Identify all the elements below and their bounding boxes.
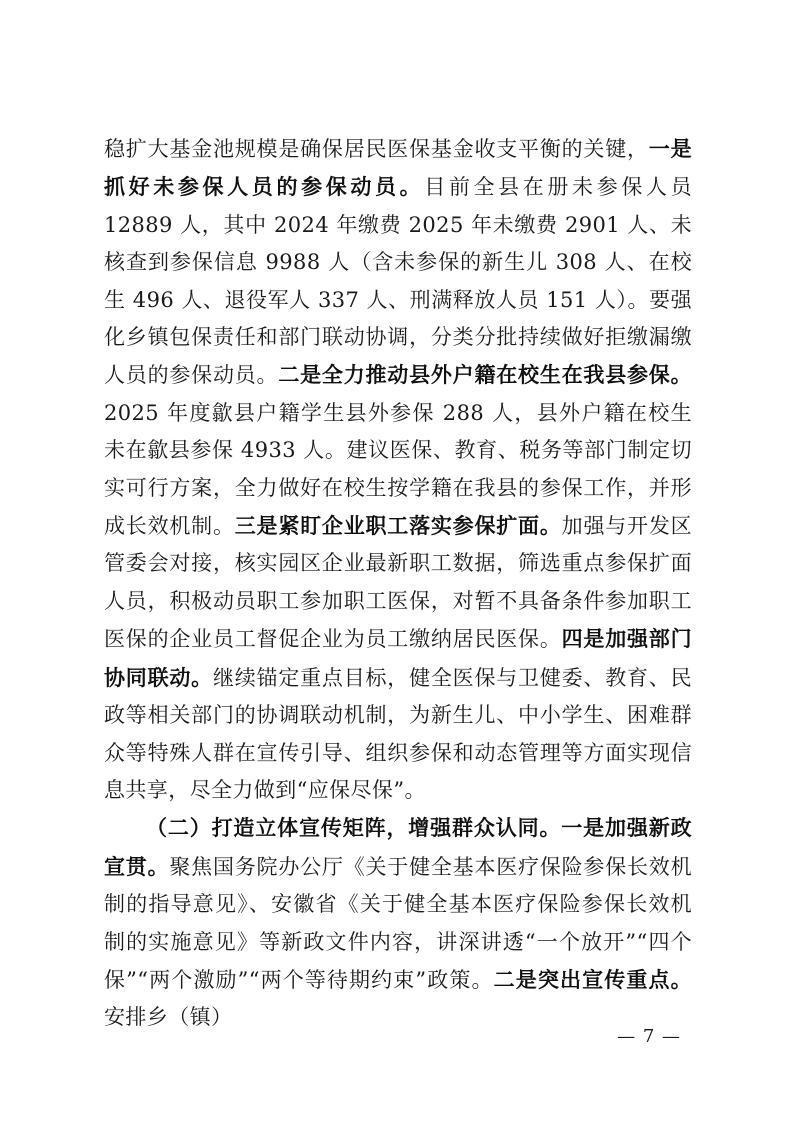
text-run: 加强与开发区管委会对接，核实园区企业最新职工数据，筛选重点参保扩面人员，积极动员职工参加职工医保，对暂不具备条件参加职工医保的企业员工督促企业为员工缴纳居民医保。 xyxy=(104,514,693,652)
bold-heading-4: 四是加强部门协同联动。 xyxy=(104,626,692,690)
page-number: — 7 — xyxy=(617,1026,681,1047)
paragraph-continuation xyxy=(104,130,692,809)
bold-heading-5: 二是突出宣传重点。 xyxy=(493,966,692,992)
text-run: 稳扩大基金池规模是确保居民医保基金收支平衡的关键， xyxy=(104,137,649,161)
text-run: 安排乡（镇） xyxy=(104,1005,233,1030)
text-run: 2025 年度歙县户籍学生县外参保 288 人，县外户籍在校生未在歙县参保 4933 人。建议医保、教育、税务等部门制定切实可行方案，全力做好在校生按学籍在我县的参保工作，并形成长效机制。 xyxy=(104,400,692,539)
text-run: 目前全县在册未参保人员 12889 人，其中 2024 年缴费 2025 年未缴费 2901 人、未核查到参保信息 9988 人（含未参保的新生儿 308 人、在校生 496 人、退役军人 337 人、刑满释放人员 151 人）。要强化乡镇包保责任和部门联动协调，分类分批持续做好拒缴漏缴人员的参保动员。 xyxy=(104,175,692,388)
bold-heading-1: 一是抓好未参保人员的参保动员。 xyxy=(104,136,692,200)
paragraph-section-2 xyxy=(104,809,692,1036)
bold-heading-3: 三是紧盯企业职工落实参保扩面。 xyxy=(234,513,562,539)
text-run: 聚焦国务院办公厅《关于健全基本医疗保险参保长效机制的指导意见》、安徽省《关于健全基本医疗保险参保长效机制的实施意见》等新政文件内容，讲深讲透“一个放开”“四个保”“两个激励”“两个等待期约束”政策。 xyxy=(104,854,693,992)
body-text xyxy=(104,130,692,1037)
section-heading: （二）打造立体宣传矩阵，增强群众认同。一是加强新政宣贯。 xyxy=(104,815,692,879)
text-run: 继续锚定重点目标，健全医保与卫健委、教育、民政等相关部门的协调联动机制，为新生儿、中小学生、困难群众等特殊人群在宣传引导、组织参保和动态管理等方面实现信息共享，尽全力做到“应保尽保”。 xyxy=(104,665,692,802)
bold-heading-2: 二是全力推动县外户籍在校生在我县参保。 xyxy=(278,362,692,388)
